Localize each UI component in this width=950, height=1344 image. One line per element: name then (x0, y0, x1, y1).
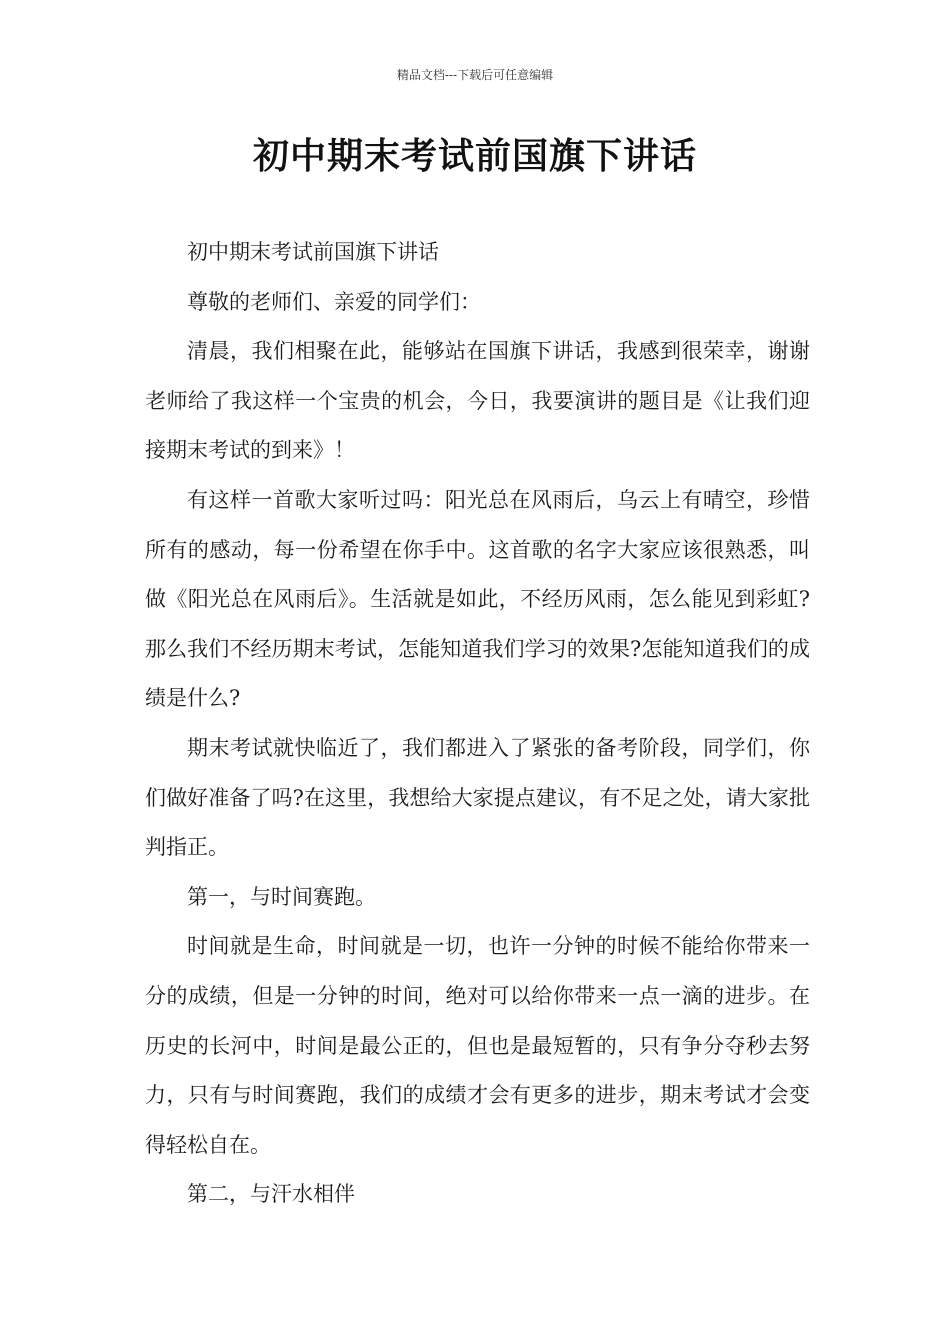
section-heading: 第一，与时间赛跑。 (187, 884, 376, 909)
section-heading: 第二，与汗水相伴 (187, 1182, 355, 1207)
running-header: 精品文档---下载后可任意编辑 (396, 68, 554, 82)
paragraph-salutation: 尊敬的老师们、亲爱的同学们： (187, 289, 481, 314)
paragraph: 时间就是生命，时间就是一切，也许一分钟的时候不能给你带来一分的成绩，但是一分钟的时间，绝对可以给你带来一点一滴的进步。在历史的长河中，时间是最公正的，但也是最短暂的，只有争分夺秒去努力，只有与时间赛跑，我们的成绩才会有更多的进步，期末考试才会变得轻松自在。 (145, 934, 810, 1157)
document-body (145, 228, 810, 1220)
paragraph-subtitle: 初中期末考试前国旗下讲话 (187, 240, 439, 264)
paragraph: 清晨，我们相聚在此，能够站在国旗下讲话，我感到很荣幸，谢谢老师给了我这样一个宝贵的机会，今日，我要演讲的题目是《让我们迎接期末考试的到来》！ (145, 339, 810, 463)
paragraph: 有这样一首歌大家听过吗：阳光总在风雨后，乌云上有晴空，珍惜所有的感动，每一份希望在你手中。这首歌的名字大家应该很熟悉，叫做《阳光总在风雨后》。生活就是如此，不经历风雨，怎么能见到彩虹?那么我们不经历期末考试，怎能知道我们学习的效果?怎能知道我们的成绩是什么? (145, 487, 810, 711)
document-title: 初中期末考试前国旗下讲话 (252, 135, 697, 177)
paragraph: 期末考试就快临近了，我们都进入了紧张的备考阶段，同学们，你们做好准备了吗?在这里，我想给大家提点建议，有不足之处，请大家批判指正。 (145, 735, 810, 860)
